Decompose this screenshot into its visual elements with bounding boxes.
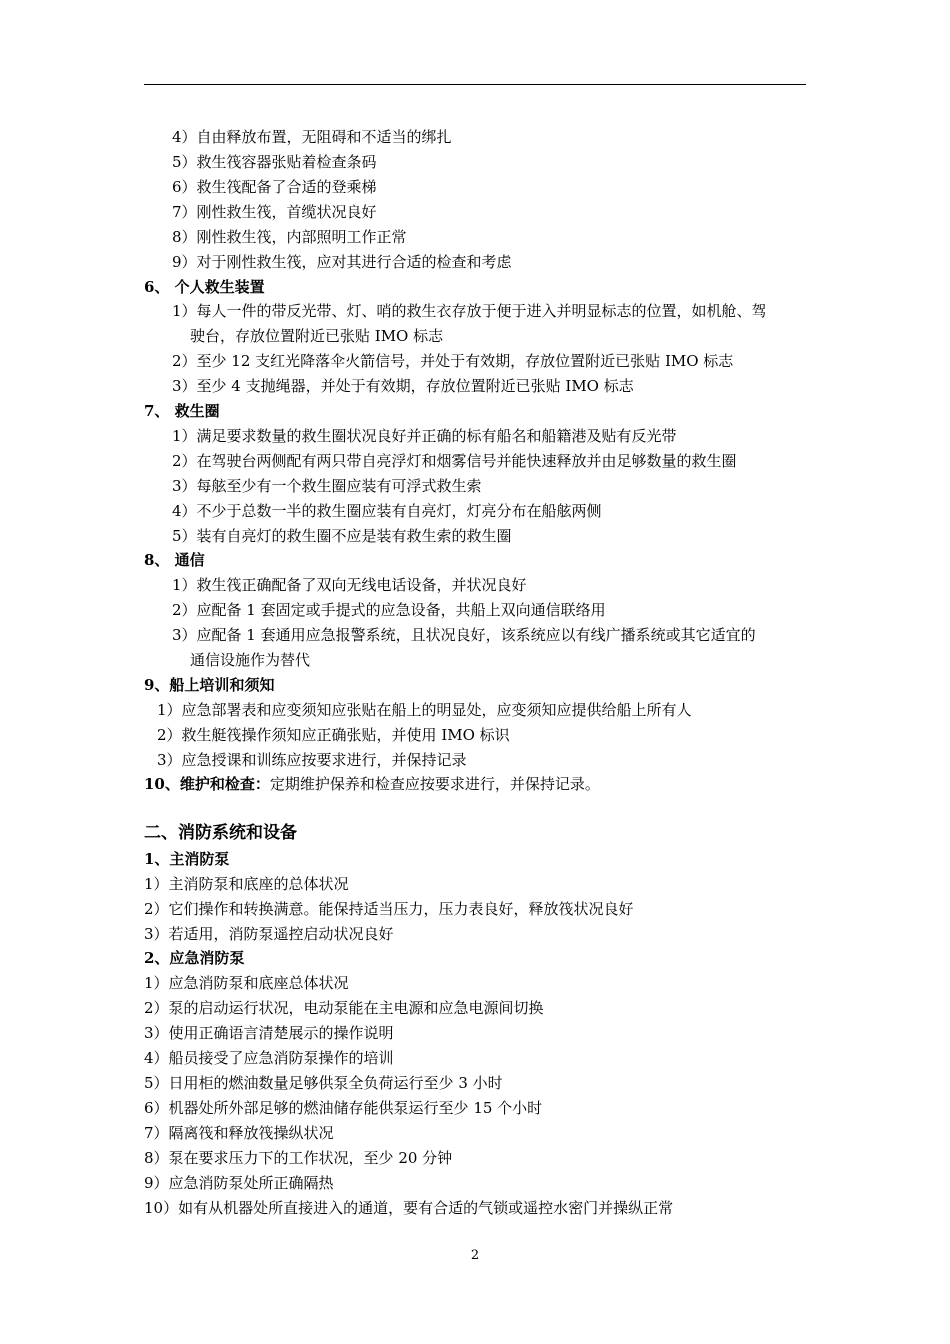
list-item: 1）满足要求数量的救生圈状况良好并正确的标有船名和船籍港及贴有反光带	[172, 427, 677, 445]
section-heading-communication: 8、 通信	[144, 551, 205, 569]
maintenance-text: 定期维护保养和检查应按要求进行，并保持记录。	[269, 775, 600, 793]
list-item: 9）对于刚性救生筏，应对其进行合适的检查和考虑	[172, 253, 512, 271]
list-item: 5）装有自亮灯的救生圈不应是装有救生索的救生圈	[172, 527, 512, 545]
list-item: 2）它们操作和转换满意。能保持适当压力，压力表良好，释放筏状况良好	[144, 900, 634, 918]
list-item-continuation: 驶台，存放位置附近已张贴 IMO 标志	[190, 327, 444, 345]
list-item: 3）使用正确语言清楚展示的操作说明	[144, 1024, 394, 1042]
header-rule	[144, 84, 806, 85]
section-heading-training: 9、船上培训和须知	[144, 676, 275, 694]
list-item: 3）每舷至少有一个救生圈应装有可浮式救生索	[172, 477, 482, 495]
list-item: 2）至少 12 支红光降落伞火箭信号，并处于有效期，存放位置附近已张贴 IMO 标志	[172, 352, 734, 370]
list-item: 1）救生筏正确配备了双向无线电话设备，并状况良好	[172, 576, 527, 594]
page-number: 2	[470, 1248, 480, 1263]
list-item: 8）刚性救生筏，内部照明工作正常	[172, 228, 407, 246]
list-item: 9）应急消防泵处所正确隔热	[144, 1174, 334, 1192]
list-item: 10）如有从机器处所直接进入的通道，要有合适的气锁或遥控水密门并操纵正常	[144, 1199, 674, 1217]
list-item: 3）应急授课和训练应按要求进行，并保持记录	[157, 751, 467, 769]
list-item: 1）主消防泵和底座的总体状况	[144, 875, 349, 893]
list-item: 6）机器处所外部足够的燃油储存能供泵运行至少 15 个小时	[144, 1099, 543, 1117]
maintenance-heading: 10、维护和检查：	[144, 775, 270, 793]
list-item: 7）隔离筏和释放筏操纵状况	[144, 1124, 334, 1142]
list-item: 1）应急消防泵和底座总体状况	[144, 974, 349, 992]
list-item: 4）船员接受了应急消防泵操作的培训	[144, 1049, 394, 1067]
list-item: 2）在驾驶台两侧配有两只带自亮浮灯和烟雾信号并能快速释放并由足够数量的救生圈	[172, 452, 737, 470]
list-item: 2）应配备 1 套固定或手提式的应急设备，共船上双向通信联络用	[172, 601, 606, 619]
list-item: 3）应配备 1 套通用应急报警系统，且状况良好，该系统应以有线广播系统或其它适宜的	[172, 626, 756, 644]
list-item: 1）每人一件的带反光带、灯、哨的救生衣存放于便于进入并明显标志的位置，如机舱、驾	[172, 302, 767, 320]
list-item: 8）泵在要求压力下的工作状况，至少 20 分钟	[144, 1149, 453, 1167]
list-item-continuation: 通信设施作为替代	[190, 651, 311, 669]
part-title-fire-systems: 二、消防系统和设备	[144, 823, 297, 843]
list-item: 3）至少 4 支抛绳器，并处于有效期，存放位置附近已张贴 IMO 标志	[172, 377, 634, 395]
section-heading-personal-lifesaving: 6、 个人救生装置	[144, 278, 265, 296]
section-heading-emergency-fire-pump: 2、应急消防泵	[144, 949, 245, 967]
section-heading-main-fire-pump: 1、主消防泵	[144, 850, 230, 868]
maintenance-paragraph	[144, 774, 600, 794]
list-item: 1）应急部署表和应变须知应张贴在船上的明显处，应变须知应提供给船上所有人	[157, 701, 692, 719]
list-item: 2）救生艇筏操作须知应正确张贴，并使用 IMO 标识	[157, 726, 510, 744]
list-item: 2）泵的启动运行状况，电动泵能在主电源和应急电源间切换	[144, 999, 544, 1017]
list-item: 6）救生筏配备了合适的登乘梯	[172, 178, 377, 196]
list-item: 4）自由释放布置，无阻碍和不适当的绑扎	[172, 128, 452, 146]
section-heading-lifebuoys: 7、 救生圈	[144, 402, 220, 420]
list-item: 4）不少于总数一半的救生圈应装有自亮灯，灯亮分布在船舷两侧	[172, 502, 602, 520]
list-item: 7）刚性救生筏，首缆状况良好	[172, 203, 377, 221]
list-item: 3）若适用，消防泵遥控启动状况良好	[144, 925, 394, 943]
list-item: 5）救生筏容器张贴着检查条码	[172, 153, 377, 171]
list-item: 5）日用柜的燃油数量足够供泵全负荷运行至少 3 小时	[144, 1074, 503, 1092]
